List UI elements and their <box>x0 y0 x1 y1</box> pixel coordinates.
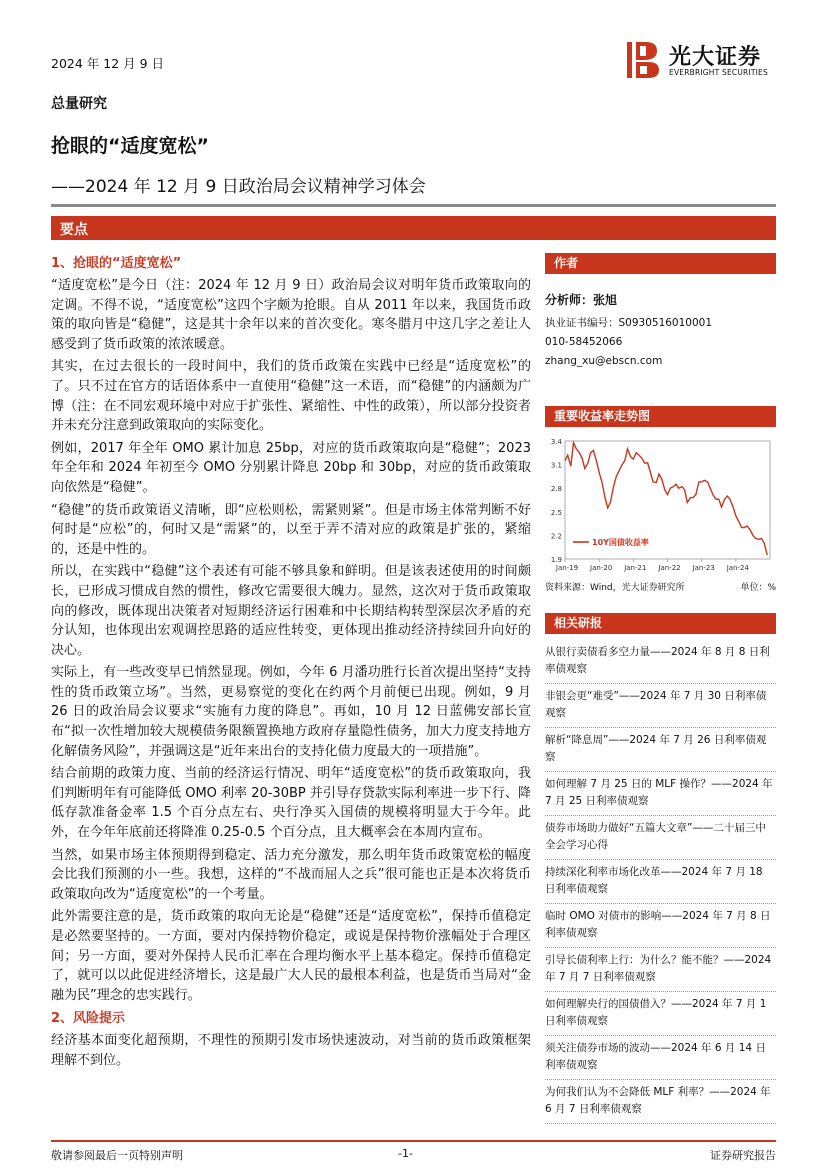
related-report-link[interactable]: 非银会更“难受”——2024 年 7 月 30 日利率债观察 <box>545 684 776 728</box>
footer-divider <box>51 1140 776 1142</box>
related-report-link[interactable]: 须关注债券市场的波动——2024 年 6 月 14 日利率债观察 <box>545 1036 776 1080</box>
section-heading: 1、抢眼的“适度宽松” <box>51 256 182 271</box>
paragraph: 例如，2017 年全年 OMO 累计加息 25bp，对应的货币政策取向是“稳健”；2023 年全年和 2024 年初至今 OMO 分别累计降息 20bp 和 30bp，对应的货币政策取向依然是“稳健”。 <box>51 440 531 495</box>
chart-unit: 单位：% <box>740 583 776 593</box>
x-tick-label: Jan-19 <box>555 564 579 572</box>
phone-number: 010-58452066 <box>545 336 623 348</box>
related-report-link[interactable]: 临时 OMO 对债市的影响——2024 年 7 月 8 日利率债观察 <box>545 904 776 948</box>
related-header: 相关研报 <box>545 613 776 634</box>
analyst-name: 分析师：张旭 <box>545 293 618 307</box>
report-category: 总量研究 <box>51 96 107 112</box>
main-column <box>51 253 531 1074</box>
license-number: 执业证书编号：S0930516010001 <box>545 317 713 329</box>
related-report-link[interactable]: 解析“降息周”——2024 年 7 月 26 日利率债观察 <box>545 728 776 772</box>
related-report-link[interactable]: 持续深化利率市场化改革——2024 年 7 月 18 日利率债观察 <box>545 860 776 904</box>
email-address[interactable]: zhang_xu@ebscn.com <box>545 355 663 367</box>
related-report-link[interactable]: 引导长债利率上行：为什么？能不能？——2024 年 7 月 7 日利率债观察 <box>545 948 776 992</box>
report-title: 抢眼的“适度宽松” <box>51 135 209 157</box>
y-tick-label: 2.8 <box>550 485 562 494</box>
y-tick-label: 3.4 <box>550 438 562 446</box>
paragraph: “适度宽松”是今日（注：2024 年 12 月 9 日）政治局会议对明年货币政策取向的定调。不得不说，“适度宽松”这四个字颇为抢眼。自从 2011 年以来，我国货币政策的取向皆是“稳健”，这是其十余年以来的首次变化。寒冬腊月中这几字之差让人感受到了货币政策的浓浓暖意。 <box>51 278 531 352</box>
key-points-label: 要点 <box>60 222 88 238</box>
x-tick-label: Jan-22 <box>658 564 681 572</box>
yield-chart-svg <box>545 427 776 575</box>
yield-chart <box>545 427 776 579</box>
x-tick-label: Jan-24 <box>726 564 749 572</box>
everbright-logo-icon <box>625 38 661 82</box>
related-report-link[interactable]: 如何理解央行的国债借入？——2024 年 7 月 1 日利率债观察 <box>545 992 776 1036</box>
chart-header: 重要收益率走势图 <box>545 406 776 427</box>
report-subtitle: ——2024 年 12 月 9 日政治局会议精神学习体会 <box>51 177 426 197</box>
header-divider <box>51 204 776 207</box>
related-report-link[interactable]: 如何理解 7 月 25 日的 MLF 操作？——2024 年 7 月 25 日利率债观察 <box>545 772 776 816</box>
report-type: 证券研究报告 <box>710 1149 776 1162</box>
x-tick-label: Jan-20 <box>590 564 613 572</box>
section-heading: 2、风险提示 <box>51 1011 126 1027</box>
author-header: 作者 <box>545 253 776 274</box>
paragraph: 结合前期的政策力度、当前的经济运行情况、明年“适度宽松”的货币政策取向，我们判断明年有可能降低 OMO 利率 20-30BP 并引导存贷款实际利率进一步下行、降低存款准备金率 1.5 个百分点左右、央行净买入国债的规模将明显大于今年。此外，在今年年底前还将降准 0.25-0.5 个百分点，且大概率会在本周内宣布。 <box>51 766 531 841</box>
y-tick-label: 1.9 <box>550 556 562 564</box>
related-report-link[interactable]: 债券市场助力做好“五篇大文章”——二十届三中全会学习心得 <box>545 816 776 860</box>
paragraph: 经济基本面变化超预期，不理性的预期引发市场快速波动，对当前的货币政策框架理解不到位。 <box>51 1033 531 1068</box>
y-tick-label: 2.2 <box>550 532 562 541</box>
x-tick-label: Jan-23 <box>692 564 715 572</box>
paragraph: 所以，在实践中“稳健”这个表述有可能不够具象和鲜明。但是该表述使用的时间颇长，已形成习惯成自然的惯性，修改它需要很大魄力。显然，这次对于货币政策取向的修改，既体现出决策者对短期经济运行困难和中长期结构转型深层次矛盾的充分认知，也体现出宏观调控思路的适应性转变，更体现出推动经济持续回升向好的决心。 <box>51 564 531 658</box>
key-points-bar <box>51 216 776 240</box>
company-logo <box>625 38 785 84</box>
related-reports-list <box>545 640 776 1124</box>
legend-label: 10Y国债收益率 <box>592 538 649 547</box>
paragraph: 当然，如果市场主体预期得到稳定、活力充分激发，那么明年货币政策宽松的幅度会比我们预测的小一些。我想，这样的“不战而屈人之兵”很可能也正是本次将货币政策取向改为“适度宽松”的一个考量。 <box>51 847 531 902</box>
logo-chinese-name: 光大证券 <box>669 45 762 70</box>
paragraph: 实际上，有一些改变早已悄然显现。例如，今年 6 月潘功胜行长首次提出坚持“支持性的货币政策立场”。当然，更易察觉的变化在约两个月前便已出现。例如，9 月 26 日的政治局会议要求“实施有力度的降息”。再如，10 月 12 日蓝佛安部长宣布“拟一次性增加较大规模债务限额置换地方政府存量隐性债务，加大力度支持地方化解债务风险”，并强调这是“近年来出台的支持化债力度最大的一项措施”。 <box>51 665 531 759</box>
chart-source: 资料来源：Wind，光大证券研究所 <box>545 583 685 593</box>
paragraph: “稳健”的货币政策语义清晰，即“应松则松，需紧则紧”。但是市场主体常判断不好何时是“应松”的，何时又是“需紧”的，以至于弄不清对应的政策是扩张的，紧缩的，还是中性的。 <box>51 502 531 557</box>
sidebar <box>545 253 776 1124</box>
disclaimer-note: 敬请参阅最后一页特别声明 <box>51 1149 183 1162</box>
y-tick-label: 2.5 <box>550 508 562 517</box>
page-number: -1- <box>398 1147 413 1160</box>
report-date: 2024 年 12 月 9 日 <box>51 56 165 71</box>
paragraph: 其实，在过去很长的一段时间中，我们的货币政策在实践中已经是“适度宽松”的了。只不过在官方的话语体系中一直使用“稳健”这一术语，而“稳健”的内涵颇为广博（注：在不同宏观环境中对应于扩张性、紧缩性、中性的政策），所以部分投资者并未充分注意到政策取向的实际变化。 <box>51 359 531 434</box>
paragraph: 此外需要注意的是，货币政策的取向无论是“稳健”还是“适度宽松”，保持币值稳定是必然要坚持的。一方面，要对内保持物价稳定，或说是保持物价涨幅处于合理区间；另一方面，要对外保持人民币汇率在合理均衡水平上基本稳定。保持币值稳定了，就可以以此促进经济增长，这是最广大人民的最根本利益，也是货币当局对“金融为民”理念的忠实践行。 <box>51 909 531 1003</box>
y-tick-label: 3.1 <box>550 461 562 470</box>
logo-english-name: EVERBRIGHT SECURITIES <box>669 68 768 77</box>
related-report-link[interactable]: 为何我们认为不会降低 MLF 利率？——2024 年 6 月 7 日利率债观察 <box>545 1080 776 1124</box>
x-tick-label: Jan-21 <box>624 564 647 572</box>
related-report-link[interactable]: 从银行卖债看多空力量——2024 年 8 月 8 日利率债观察 <box>545 640 776 684</box>
